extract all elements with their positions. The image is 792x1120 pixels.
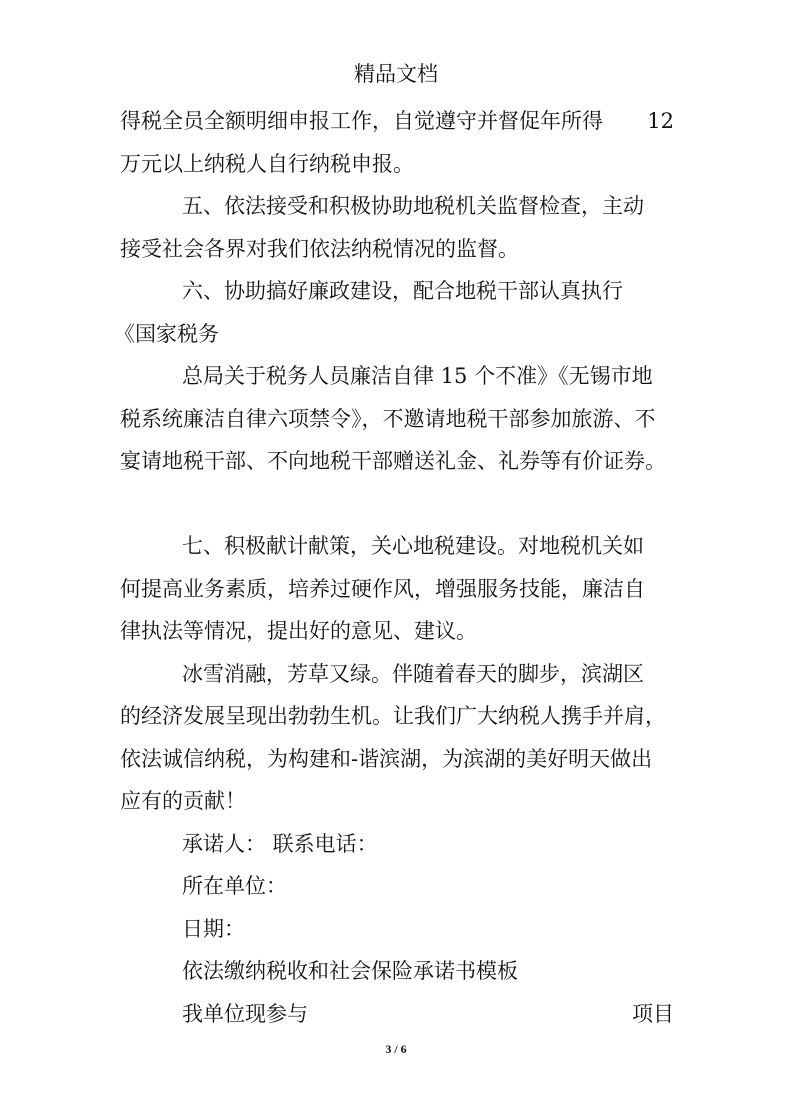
text-line: 何提高业务素质，培养过硬作风，增强服务技能，廉洁自 [120, 576, 645, 601]
document-body [114, 100, 680, 1035]
text-line: 万元以上纳税人自行纳税申报。 [120, 151, 414, 176]
text-line: 依法诚信纳税，为构建和-谐滨湖，为滨湖的美好明天做出 [120, 746, 653, 771]
blank-line [120, 483, 680, 526]
text-line: 税系统廉洁自律六项禁令》，不邀请地税干部参加旅游、不 [120, 406, 656, 431]
text-line: 冰雪消融，芳草又绿。伴随着春天的脚步，滨湖区 [182, 661, 644, 686]
text-line-content: 得税全员全额明细申报工作，自觉遵守并督促年所得 [120, 109, 603, 133]
text-line-right: 12 [647, 109, 674, 133]
text-line: 依法缴纳税收和社会保险承诺书模板 [182, 959, 518, 983]
text-line: 承诺人： 联系电话： [182, 831, 378, 856]
text-line: 接受社会各界对我们依法纳税情况的监督。 [120, 236, 519, 261]
text-line-right: 项目 [632, 1001, 674, 1026]
text-line: 所在单位： [182, 874, 287, 898]
text-line: 宴请地税干部、不向地税干部赠送礼金、礼券等有价证券。 [120, 449, 666, 473]
text-line: 五、依法接受和积极协助地税机关监督检查，主动 [182, 194, 644, 218]
page-header-title: 精品文档 [354, 62, 438, 86]
page-number: 3 / 6 [385, 1042, 407, 1056]
text-line: 七、积极献计献策，关心地税建设。对地税机关如 [182, 534, 644, 558]
text-line: 的经济发展呈现出勃勃生机。让我们广大纳税人携手并肩， [120, 704, 666, 728]
text-line: 六、协助搞好廉政建设，配合地税干部认真执行 [182, 279, 623, 303]
text-line-content: 我单位现参与 [182, 1001, 308, 1026]
text-line: 总局关于税务人员廉洁自律 15 个不准》《无锡市地 [182, 364, 653, 388]
text-line [120, 993, 680, 1036]
text-line: 日期： [182, 916, 245, 941]
text-line: 《国家税务 [114, 321, 219, 346]
text-line: 应有的贡献！ [120, 789, 246, 813]
text-line [120, 100, 680, 143]
text-line: 律执法等情况，提出好的意见、建议。 [120, 619, 477, 643]
